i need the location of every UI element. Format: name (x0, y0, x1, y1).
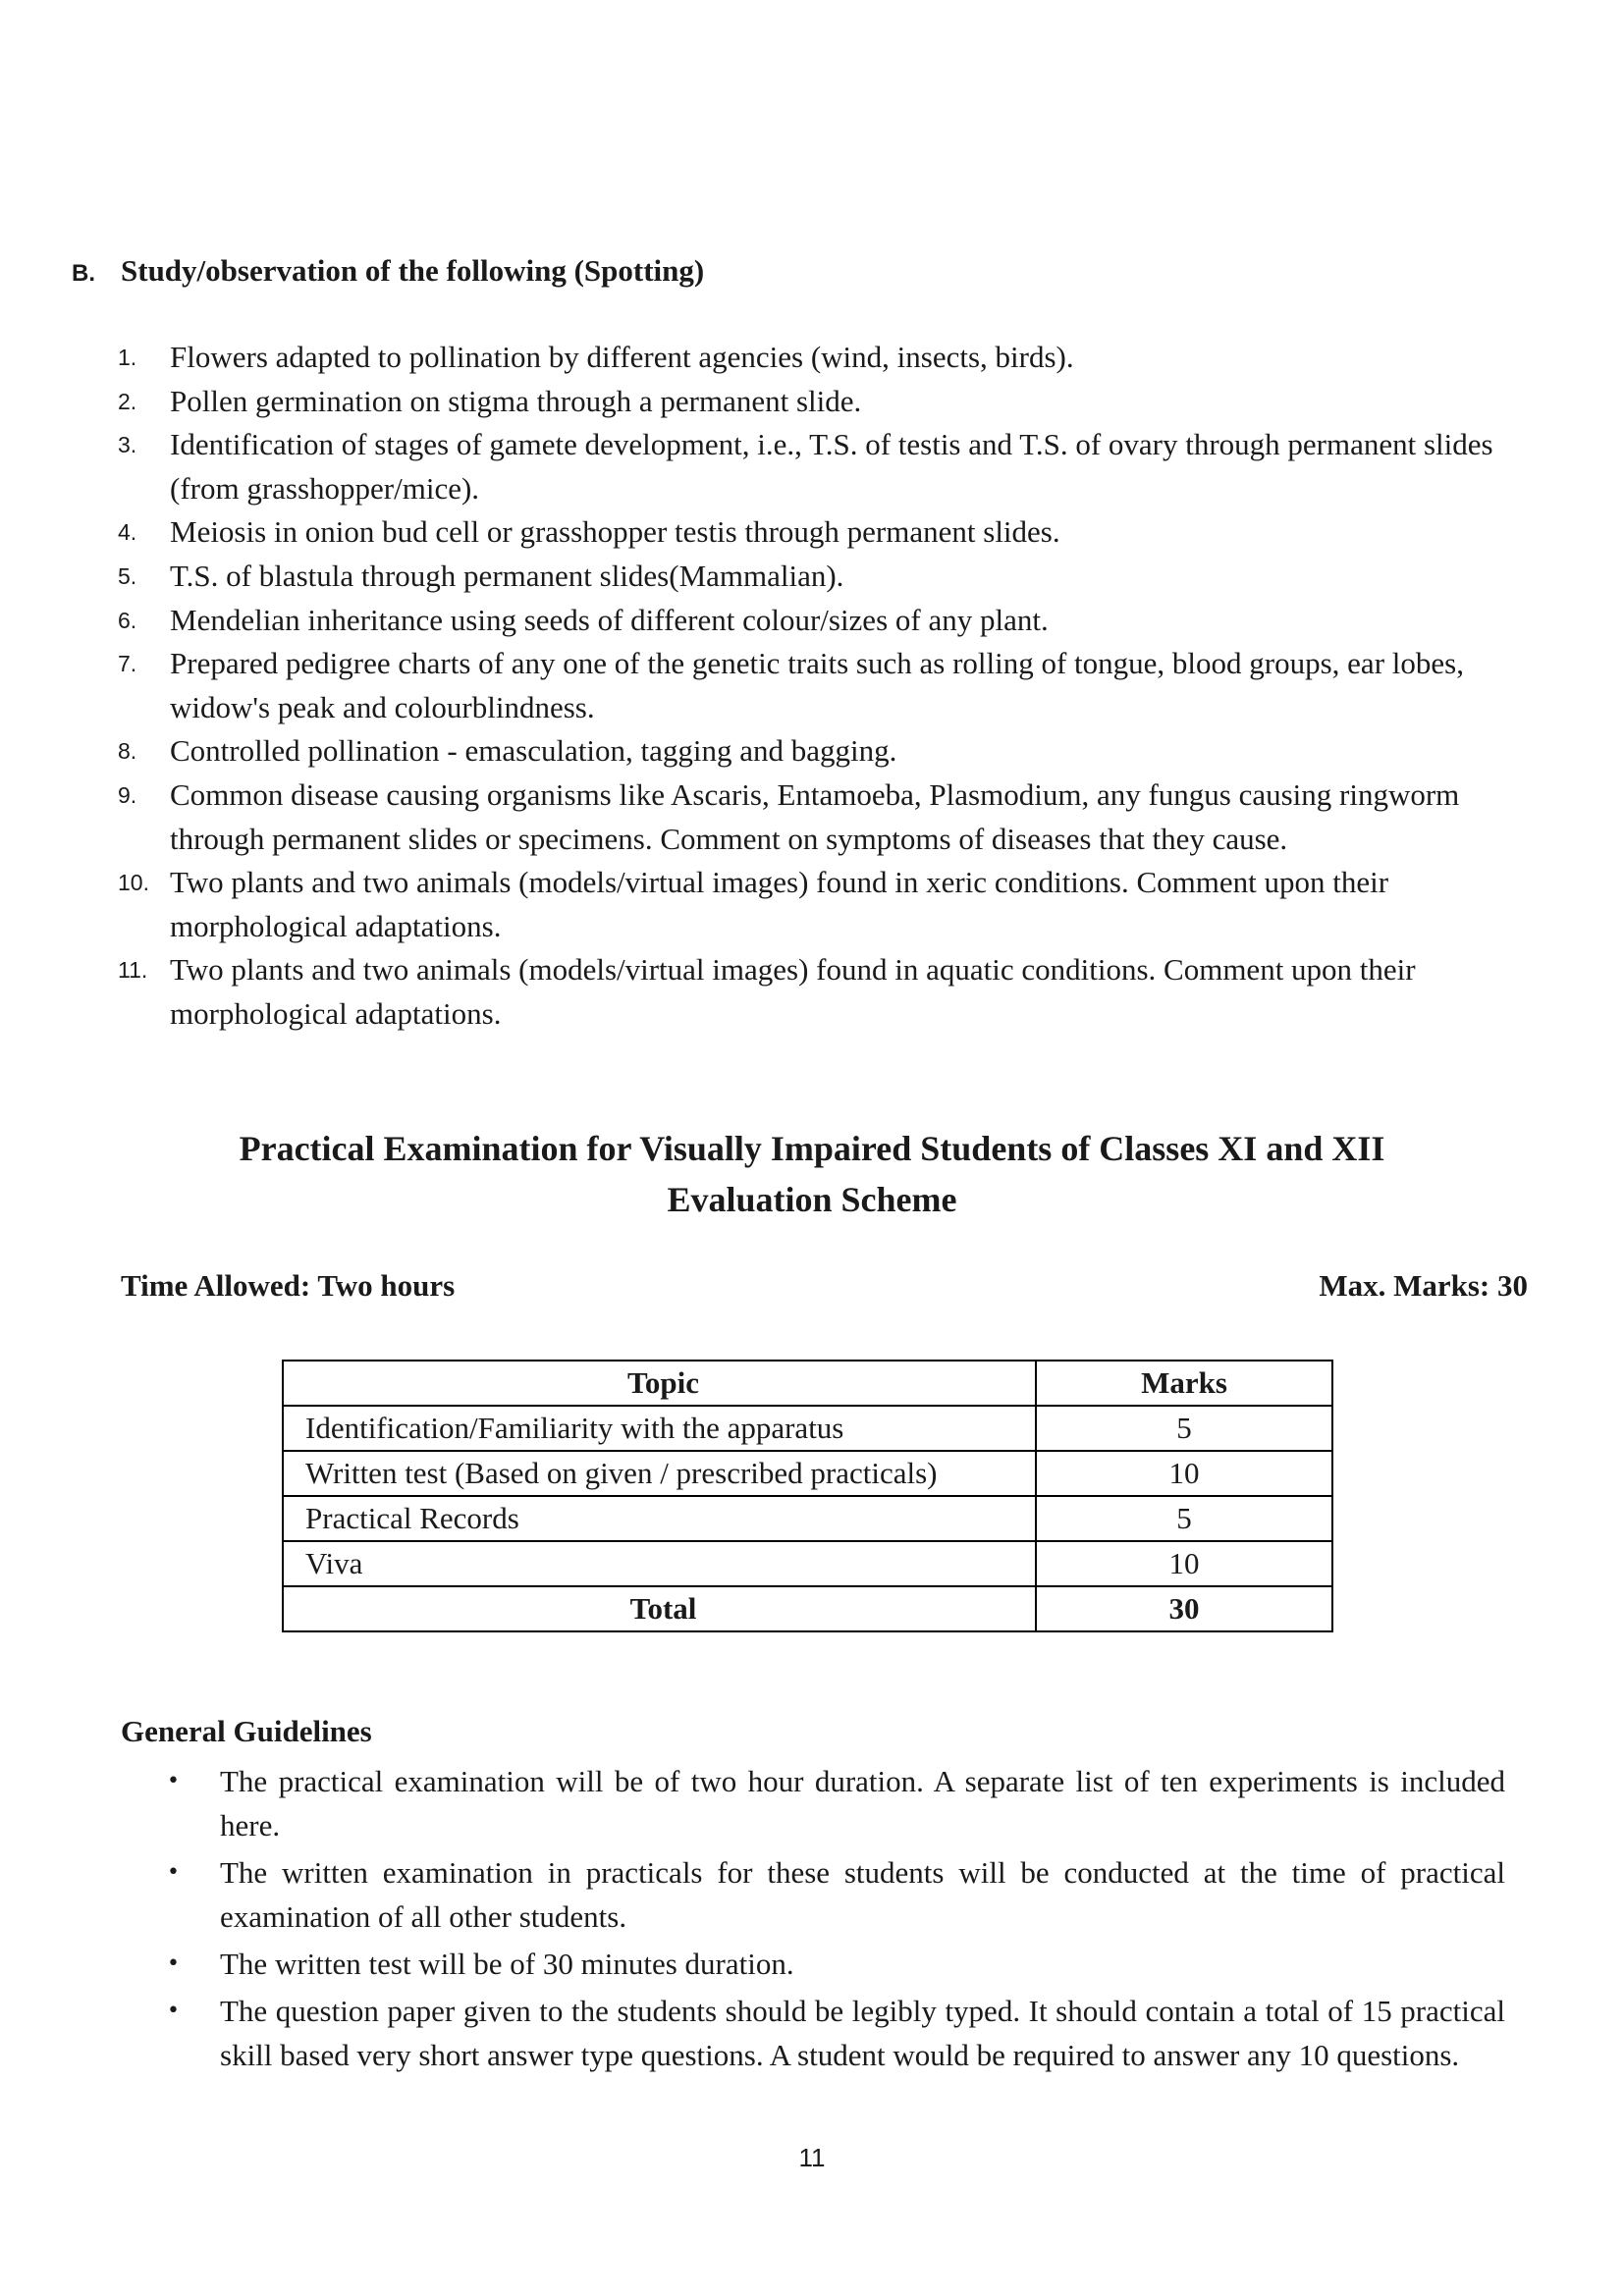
list-item-number: 2. (118, 388, 137, 414)
topic-cell: Practical Records (283, 1496, 1036, 1541)
list-item (118, 774, 1522, 861)
guideline-text: The question paper given to the students should be legibly typed. It should contain a total of 15 practical skill based very short answer type questions. A student would be required to answer any 10 questions. (220, 1994, 1505, 2072)
guideline-text: The practical examination will be of two hour duration. A separate list of ten experiments is included here. (220, 1764, 1505, 1842)
list-item-number: 7. (118, 651, 137, 677)
guideline-text: The written examination in practicals for these students will be conducted at the time of practical examination of all other students. (220, 1855, 1505, 1934)
table-row (283, 1406, 1332, 1451)
table-row (283, 1496, 1332, 1541)
guideline-item (167, 1850, 1505, 1939)
list-item-text: Controlled pollination - emasculation, tagging and bagging. (170, 733, 897, 769)
topic-cell: Written test (Based on given / prescribed practicals) (283, 1451, 1036, 1496)
bullet-icon: • (167, 1860, 180, 1885)
column-header-marks: Marks (1036, 1361, 1332, 1406)
topic-cell: Identification/Familiarity with the apparatus (283, 1406, 1036, 1451)
bullet-icon: • (167, 1999, 180, 2023)
list-item-text: Prepared pedigree charts of any one of the genetic traits such as rolling of tongue, blood groups, ear lobes, widow's peak and colourblindness. (170, 646, 1464, 724)
marks-cell: 10 (1036, 1451, 1332, 1496)
list-item-number: 3. (118, 432, 137, 458)
guidelines-heading: General Guidelines (121, 1714, 372, 1748)
list-item-number: 5. (118, 562, 137, 589)
total-marks: 30 (1036, 1586, 1332, 1631)
bullet-icon: • (167, 1951, 180, 1976)
list-item-text: Flowers adapted to pollination by different agencies (wind, insects, birds). (170, 340, 1074, 374)
marks-cell: 5 (1036, 1496, 1332, 1541)
guidelines-list (167, 1759, 1505, 2080)
exam-title: Practical Examination for Visually Impaired Students of Classes XI and XII (239, 1129, 1385, 1168)
list-item-number: 8. (118, 738, 137, 765)
list-item-number: 4. (118, 519, 137, 546)
marks-cell: 5 (1036, 1406, 1332, 1451)
exam-subtitle: Evaluation Scheme (667, 1180, 957, 1219)
table-row (283, 1451, 1332, 1496)
list-item-number: 10. (118, 870, 149, 896)
list-item (118, 729, 1522, 774)
list-item (118, 599, 1522, 643)
guideline-text: The written test will be of 30 minutes duration. (220, 1947, 794, 1981)
time-allowed: Time Allowed: Two hours (121, 1268, 456, 1303)
list-item-text: Meiosis in onion bud cell or grasshopper testis through permanent slides. (170, 514, 1060, 550)
table-body (283, 1406, 1332, 1631)
list-item-text: Two plants and two animals (models/virtual images) found in aquatic conditions. Comment upon their morphological adaptations. (170, 952, 1416, 1031)
section-title: Study/observation of the following (Spotting) (121, 253, 705, 288)
list-item (118, 948, 1522, 1036)
list-item (118, 336, 1522, 380)
marks-cell: 10 (1036, 1541, 1332, 1586)
list-item-text: Mendelian inheritance using seeds of different colour/sizes of any plant. (170, 602, 1049, 637)
list-item (118, 380, 1522, 424)
list-item (118, 423, 1522, 510)
max-marks: Max. Marks: 30 (1319, 1268, 1528, 1303)
list-item (118, 861, 1522, 948)
table-header-row (283, 1361, 1332, 1406)
column-header-topic: Topic (283, 1361, 1036, 1406)
list-item (118, 510, 1522, 555)
list-item-text: Common disease causing organisms like Ascaris, Entamoeba, Plasmodium, any fungus causing ringworm through permanent slides or specimens. Comment on symptoms of diseases that they cause. (170, 776, 1460, 856)
section-letter: B. (72, 260, 95, 287)
bullet-icon: • (167, 1769, 180, 1793)
guideline-item (167, 1989, 1505, 2077)
list-item-text: Pollen germination on stigma through a permanent slide. (170, 383, 862, 418)
evaluation-table (282, 1360, 1333, 1632)
list-item-number: 1. (118, 345, 137, 370)
list-item-text: Identification of stages of gamete development, i.e., T.S. of testis and T.S. of ovary through permanent slides (from grasshopper/mice). (170, 427, 1493, 506)
section-heading (72, 253, 704, 289)
page-number: 11 (798, 2143, 826, 2172)
table-row (283, 1541, 1332, 1586)
list-item-text: T.S. of blastula through permanent slides(Mammalian). (170, 558, 844, 593)
guideline-item (167, 1759, 1505, 1847)
topic-cell: Viva (283, 1541, 1036, 1586)
list-item (118, 555, 1522, 599)
guideline-item (167, 1942, 1505, 1986)
total-row (283, 1586, 1332, 1631)
list-item (118, 642, 1522, 729)
list-item-number: 11. (118, 957, 148, 984)
list-item-number: 6. (118, 607, 137, 633)
spotting-list (118, 336, 1522, 1037)
list-item-number: 9. (118, 781, 137, 808)
list-item-text: Two plants and two animals (models/virtual images) found in xeric conditions. Comment upon their morphological adaptations. (170, 865, 1389, 943)
total-label: Total (283, 1586, 1036, 1631)
